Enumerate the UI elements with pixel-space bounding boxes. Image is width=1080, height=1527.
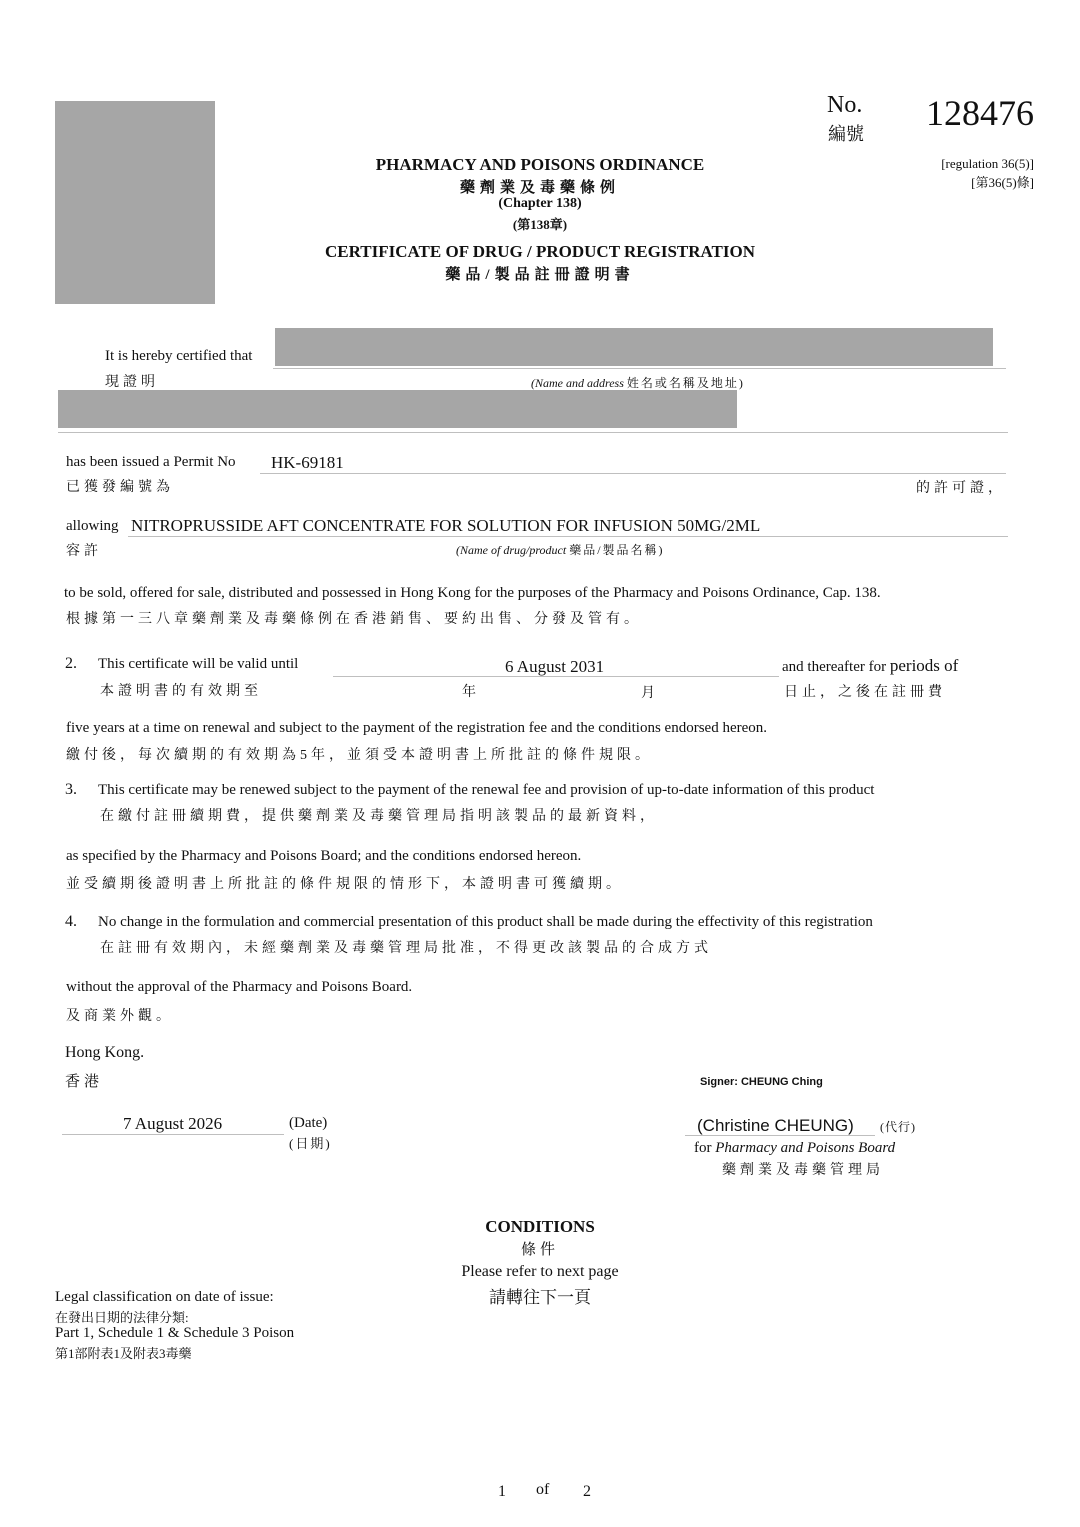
legal-value-zh: 第1部附表1及附表3毒藥 xyxy=(55,1346,192,1361)
conditions-title-zh: 條件 xyxy=(520,1242,559,1258)
signer-board: Pharmacy and Poisons Board xyxy=(715,1140,896,1156)
clause3-text: This certificate may be renewed subject to the payment of the renewal fee and provision of up-to-date information of this product xyxy=(98,782,875,798)
purpose-text-zh: 根據第一三八章藥劑業及毒藥條例在香港銷售、要約出售、分發及管有。 xyxy=(66,612,642,627)
clause4-text: No change in the formulation and commercial presentation of this product shall be made during the effectivity of this registration xyxy=(98,914,873,930)
clause3-number: 3. xyxy=(65,781,77,798)
certified-label: It is hereby certified that xyxy=(105,348,253,364)
page-total: 2 xyxy=(583,1483,591,1500)
redacted-holder-address xyxy=(58,390,737,428)
clause2-after-a: and thereafter for xyxy=(782,659,887,675)
drug-caption xyxy=(456,541,665,558)
place: Hong Kong. xyxy=(65,1044,145,1061)
certified-label-zh: 現證明 xyxy=(105,375,159,390)
clause2-after xyxy=(782,656,958,676)
clause4-number: 4. xyxy=(65,913,77,930)
holder-caption-zh: 姓名或名稱及地址) xyxy=(626,376,745,390)
permit-label: has been issued a Permit No xyxy=(66,454,236,470)
signer-acting-zh: (代行) xyxy=(880,1120,916,1134)
no-label-zh: 編號 xyxy=(828,124,864,144)
conditions-refer-zh: 請轉往下一頁 xyxy=(489,1288,591,1307)
certificate-title: CERTIFICATE OF DRUG / PRODUCT REGISTRATION xyxy=(325,242,755,261)
clause4-continuation: without the approval of the Pharmacy and Poisons Board. xyxy=(66,979,413,995)
clause2-after-b: periods of xyxy=(889,656,959,675)
conditions-refer: Please refer to next page xyxy=(461,1263,619,1280)
clause4-text-zh: 在註冊有效期內，未經藥劑業及毒藥管理局批准，不得更改該製品的合成方式 xyxy=(100,941,712,956)
no-label: No. xyxy=(827,92,863,118)
clause2-continuation: five years at a time on renewal and subject to the payment of the registration fee and the conditions endorsed hereon. xyxy=(66,720,768,736)
address-line xyxy=(58,432,1008,433)
clause2-text: This certificate will be valid until xyxy=(98,656,299,672)
issue-date-line xyxy=(62,1134,284,1135)
page-of: of xyxy=(536,1481,550,1498)
signer-stamp: Signer: CHEUNG Ching xyxy=(700,1076,823,1088)
signer-board-zh: 藥劑業及毒藥管理局 xyxy=(722,1163,884,1178)
clause2-text-zh: 本證明書的有效期至 xyxy=(100,684,262,699)
issue-date: 7 August 2026 xyxy=(123,1114,223,1133)
clause3-text-zh: 在繳付註冊續期費，提供藥劑業及毒藥管理局指明該製品的最新資料， xyxy=(100,809,658,824)
legal-label-zh: 在發出日期的法律分類: xyxy=(55,1310,189,1325)
date-label-zh: (日期) xyxy=(289,1136,332,1151)
conditions-title: CONDITIONS xyxy=(485,1217,595,1236)
clause4-continuation-zh: 及商業外觀。 xyxy=(66,1009,174,1024)
page-current: 1 xyxy=(498,1483,506,1500)
permit-line xyxy=(260,473,1006,474)
holder-line xyxy=(273,368,1006,369)
valid-until-line xyxy=(333,676,779,677)
valid-until-date: 6 August 2031 xyxy=(505,657,605,676)
legal-value: Part 1, Schedule 1 & Schedule 3 Poison xyxy=(55,1325,295,1341)
signer-name: (Christine CHEUNG) xyxy=(697,1116,854,1135)
allowing-label: allowing xyxy=(66,518,119,534)
drug-line xyxy=(128,536,1008,537)
regulation-ref-zh: [第36(5)條] xyxy=(971,175,1034,190)
permit-suffix-zh: 的許可證， xyxy=(916,481,1006,496)
legal-label: Legal classification on date of issue: xyxy=(55,1289,274,1305)
regulation-ref: [regulation 36(5)] xyxy=(941,156,1034,171)
date-label: (Date) xyxy=(289,1115,328,1131)
ordinance-title: PHARMACY AND POISONS ORDINANCE xyxy=(375,155,705,174)
certificate-title-zh: 藥品/製品註冊證明書 xyxy=(445,267,635,283)
permit-number: HK-69181 xyxy=(271,453,344,472)
place-zh: 香港 xyxy=(65,1074,104,1090)
redacted-photo xyxy=(55,101,215,304)
clause2-number: 2. xyxy=(65,655,77,672)
month-zh: 月 xyxy=(641,686,655,701)
signer-line xyxy=(685,1135,875,1136)
certificate-number: 128476 xyxy=(926,93,1034,133)
year-zh: 年 xyxy=(462,685,476,700)
redacted-holder-name xyxy=(275,328,993,366)
chapter-zh: (第138章) xyxy=(512,217,568,232)
clause2-after-zh: 日止，之後在註冊費 xyxy=(784,685,946,700)
holder-caption-en: (Name and address xyxy=(531,376,624,390)
chapter: (Chapter 138) xyxy=(498,196,582,211)
holder-caption xyxy=(531,374,745,391)
signer-for xyxy=(694,1140,895,1157)
drug-caption-en: (Name of drug/product xyxy=(456,543,567,557)
signer-for-label: for xyxy=(694,1140,712,1156)
drug-caption-zh: 藥品/製品名稱) xyxy=(569,543,665,557)
drug-name: NITROPRUSSIDE AFT CONCENTRATE FOR SOLUTION FOR INFUSION 50MG/2ML xyxy=(131,516,761,535)
ordinance-title-zh: 藥劑業及毒藥條例 xyxy=(459,180,620,196)
purpose-text: to be sold, offered for sale, distributed and possessed in Hong Kong for the purposes of the Pharmacy and Poisons Ordinance, Cap. 138. xyxy=(64,585,881,601)
allowing-label-zh: 容許 xyxy=(66,544,102,559)
clause3-continuation: as specified by the Pharmacy and Poisons Board; and the conditions endorsed hereon. xyxy=(66,848,582,864)
permit-label-zh: 已獲發編號為 xyxy=(66,480,174,495)
clause3-continuation-zh: 並受續期後證明書上所批註的條件規限的情形下，本證明書可獲續期。 xyxy=(66,877,624,892)
clause2-continuation-zh: 繳付後，每次續期的有效期為5年，並須受本證明書上所批註的條件規限。 xyxy=(66,748,653,763)
